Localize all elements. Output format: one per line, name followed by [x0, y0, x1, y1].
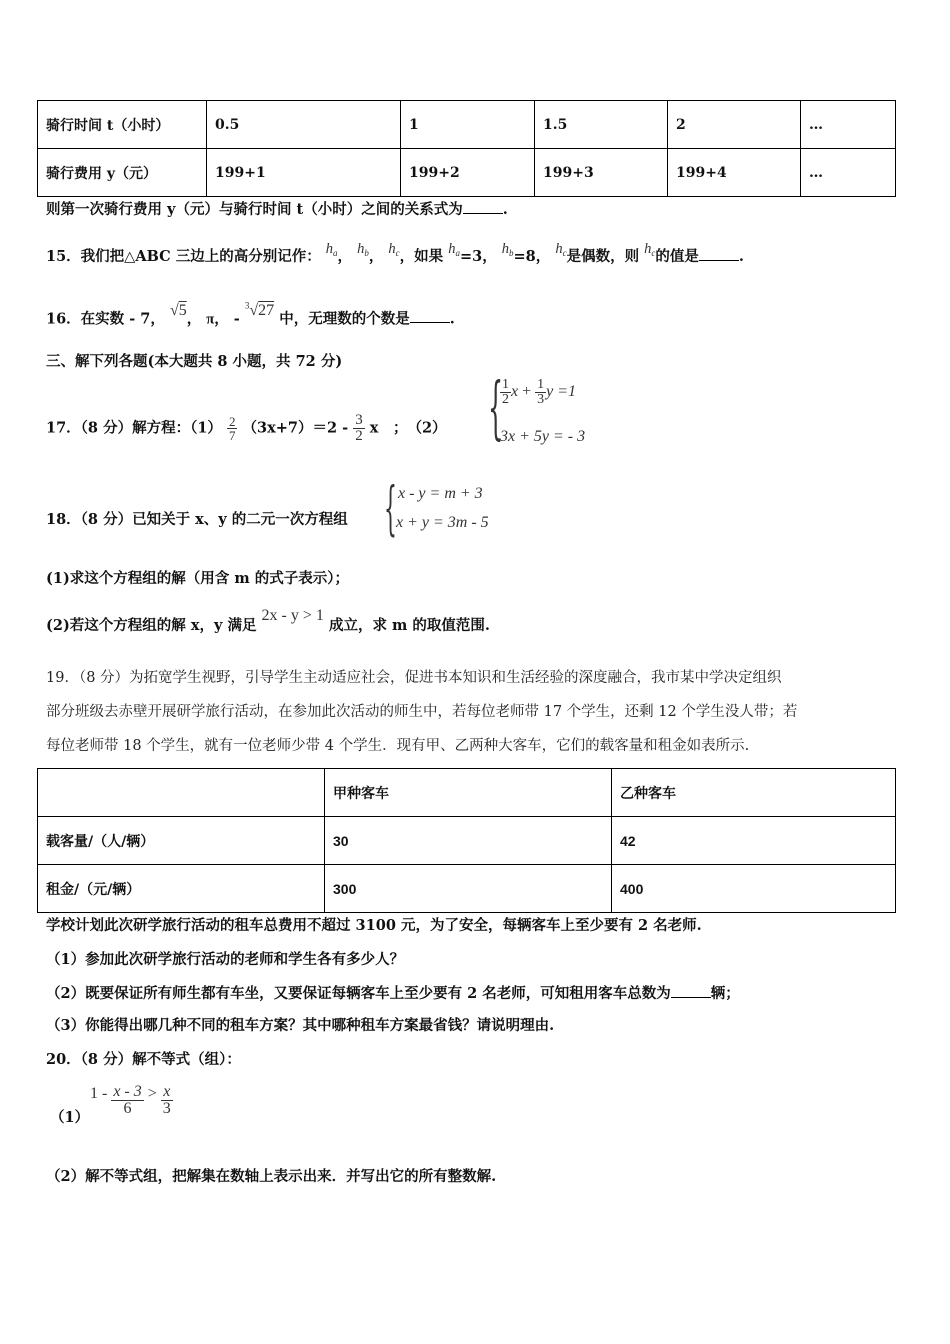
paragraph-line: 每位老师带 18 个学生，就有一位老师少带 4 个学生．现有甲、乙两种大客车，它们的载客量和租金如表所示. — [46, 738, 750, 754]
bus-table — [37, 768, 896, 913]
q19-sub2-tail: 辆； — [710, 985, 740, 1002]
table-cell: 租金/（元/辆） — [38, 865, 325, 913]
left-brace-icon: { — [488, 369, 504, 448]
q17-equation-system — [488, 369, 608, 450]
q15-prefix: 15．我们把△ABC 三边上的高分别记作： — [46, 248, 321, 265]
q18-sub2-suffix: 成立，求 m 的取值范围. — [328, 617, 490, 634]
q18-sub2 — [46, 607, 490, 636]
table-cell: 2 — [668, 101, 801, 149]
paragraph-line: 部分班级去赤壁开展研学旅行活动，在参加此次活动的师生中，若每位老师带 17 个学生，还剩 12 个学生没人带；若 — [46, 704, 798, 720]
h-c-symbol: $h_c$ — [555, 241, 567, 258]
fraction-x-over-3: $\frac{x}{3}$ — [162, 1083, 171, 1117]
table-cell — [38, 769, 325, 817]
q19-paragraph — [46, 661, 797, 763]
h-a-symbol: $h_a$ — [448, 241, 460, 258]
q15-mid: ，如果 — [399, 248, 444, 265]
q14-relation-line: 则第一次骑行费用 y（元）与骑行时间 t（小时）之间的关系式为 . — [46, 201, 508, 218]
q20-part1-label: （1） — [50, 1109, 90, 1126]
q15-line: 15．我们把△ABC 三边上的高分别记作： $h_a$， $h_b$， $h_c$，如果 $h_a=3$， $h_b=8$， $h_c$是偶数，则 $h_c$的值是 . — [46, 241, 744, 265]
q19-sub2-text: （2）既要保证所有师生都有车坐，又要保证每辆客车上至少要有 2 名老师，可知租用客车总数为 — [46, 985, 671, 1002]
answer-blank — [463, 199, 503, 214]
q15-even: 是偶数，则 — [566, 248, 640, 265]
sqrt-5: √5 — [169, 302, 187, 320]
riding-table — [37, 100, 896, 197]
table-cell: 载客量/（人/辆） — [38, 817, 325, 865]
table-cell: 1.5 — [535, 101, 668, 149]
q20-inequality — [90, 1084, 173, 1117]
q19-sub1: （1）参加此次研学旅行活动的老师和学生各有多少人？ — [46, 951, 405, 968]
system-line-1: x - y = m + 3 — [398, 485, 483, 502]
system-line-2: x + y = 3m - 5 — [396, 514, 489, 531]
bus-table-row — [38, 817, 896, 865]
table-cell: 199+4 — [668, 149, 801, 197]
q16-prefix: 16．在实数 - 7， — [46, 310, 165, 328]
table-cell: 1 — [401, 101, 535, 149]
inequality-expression: 2x - y > 1 — [261, 607, 324, 624]
q18-sub2-prefix: (2)若这个方程组的解 x，y 满足 — [46, 617, 257, 634]
section-3-heading: 三、解下列各题(本大题共 8 小题，共 72 分) — [46, 353, 343, 370]
table-cell: 199+2 — [401, 149, 535, 197]
table-cell: 199+1 — [207, 149, 401, 197]
q15-eq-a: =3， — [459, 248, 497, 265]
table-cell: 骑行时间 t（小时） — [38, 101, 207, 149]
table-cell: 0.5 — [207, 101, 401, 149]
h-b-symbol: $h_b$ — [501, 241, 514, 258]
fraction-2-7: $\frac{2}{7}$ — [228, 414, 236, 443]
table-cell: 400 — [612, 865, 896, 913]
cube-root-27: $^3$√27 — [244, 301, 275, 320]
answer-blank — [671, 983, 711, 998]
table-cell: 乙种客车 — [612, 769, 896, 817]
q15-suffix: 的值是 — [655, 248, 699, 265]
q15-eq-b: =8， — [513, 248, 551, 265]
fraction-x-minus-3-over-6: $\frac{x - 3}{6}$ — [113, 1083, 142, 1117]
table-cell: 199+3 — [535, 149, 668, 197]
answer-blank — [410, 308, 450, 323]
q14-text: 则第一次骑行费用 y（元）与骑行时间 t（小时）之间的关系式为 — [46, 201, 463, 218]
table-cell: 42 — [612, 817, 896, 865]
table-cell: 30 — [325, 817, 612, 865]
q20-part2: （2）解不等式组，把解集在数轴上表示出来．并写出它的所有整数解. — [46, 1168, 497, 1185]
left-brace-icon: { — [384, 474, 397, 542]
q18-equation-system — [384, 474, 514, 542]
system-line-1: $\frac{1}{2}$ x + $\frac{1}{3}$ y =1 — [502, 377, 577, 407]
riding-table-row — [38, 101, 896, 149]
q16-suffix: 中，无理数的个数是 — [279, 310, 410, 328]
q20-title: 20．（8 分）解不等式（组）： — [46, 1051, 241, 1068]
q17-prefix: 17．（8 分）解方程：（1） — [46, 419, 222, 437]
h-c-symbol: $h_c$ — [644, 241, 656, 258]
paragraph-line: 19．（8 分）为拓宽学生视野，引导学生主动适应社会，促进书本知识和生活经验的深度融合，我市某中学决定组织 — [46, 670, 782, 686]
q16-line: 16．在实数 - 7， √5， π， - $^3$√27 中，无理数的个数是 . — [46, 301, 455, 328]
table-cell: 300 — [325, 865, 612, 913]
bus-table-header — [38, 769, 896, 817]
pi-symbol: π — [206, 311, 215, 328]
bus-table-row — [38, 865, 896, 913]
q18-sub1: (1)求这个方程组的解（用含 m 的式子表示）； — [46, 570, 349, 587]
q19-sub2 — [46, 983, 740, 1004]
table-cell: … — [801, 101, 896, 149]
table-cell: 骑行费用 y（元） — [38, 149, 207, 197]
q19-after: 学校计划此次研学旅行活动的租车总费用不超过 3100 元，为了安全，每辆客车上至少要有 2 名老师. — [46, 917, 702, 934]
q19-sub3: （3）你能得出哪几种不同的租车方案？其中哪种租车方案最省钱？请说明理由. — [46, 1017, 555, 1034]
one-minus: 1 - — [90, 1085, 108, 1103]
riding-table-row — [38, 149, 896, 197]
q17-tail: x ； （2） — [369, 419, 447, 437]
h-c-symbol: $h_c$ — [388, 241, 400, 258]
fraction-3-2: $\frac{3}{2}$ — [355, 412, 363, 444]
h-b-symbol: $h_b$ — [357, 241, 369, 258]
answer-blank — [699, 246, 739, 261]
system-line-2: 3x + 5y = - 3 — [500, 428, 586, 445]
h-a-symbol: $h_a$ — [325, 241, 338, 258]
q18-prefix: 18．（8 分）已知关于 x、y 的二元一次方程组 — [46, 511, 348, 528]
q17-mid: （3x+7）＝2 - — [242, 419, 349, 437]
table-cell: … — [801, 149, 896, 197]
table-cell: 甲种客车 — [325, 769, 612, 817]
q17-line — [46, 413, 447, 444]
greater-than: > — [147, 1085, 157, 1103]
